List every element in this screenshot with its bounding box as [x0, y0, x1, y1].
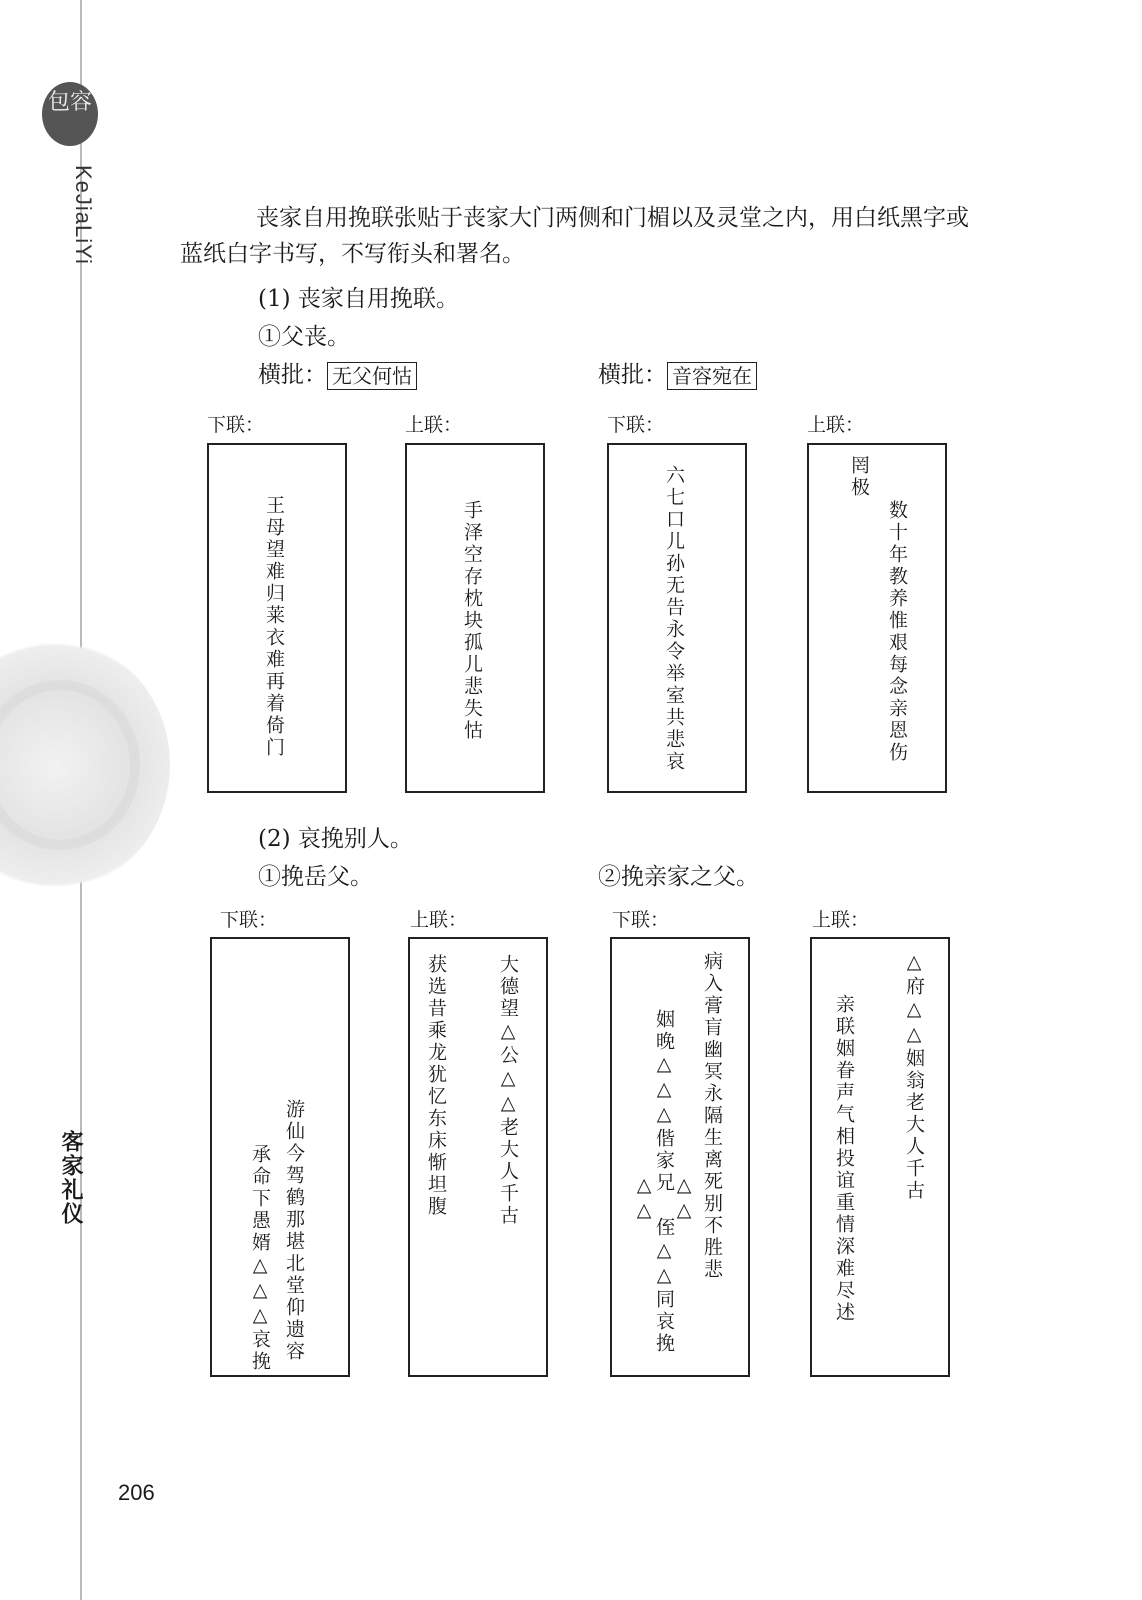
page-number: 206 [118, 1480, 155, 1505]
scroll-label: 上联： [405, 414, 463, 436]
seal-logo [42, 82, 98, 146]
horizontal-text-2: 音容宛在 [667, 362, 757, 390]
couplet-scroll [610, 937, 750, 1377]
couplet-column: 承命下愚婿△△△哀挽 [249, 1144, 271, 1373]
couplet-column: 王母望难归莱衣难再着倚门 [263, 495, 285, 759]
section2-subheading-2: ②挽亲家之父。 [598, 864, 759, 890]
couplet-column: 侄△△同哀挽 [653, 1217, 675, 1355]
couplet-column: 大德望△公△△老大人千古 [497, 954, 519, 1227]
intro-paragraph: 丧家自用挽联张贴于丧家大门两侧和门楣以及灵堂之内，用白纸黑字或蓝纸白字书写，不写衔头和署名。 [180, 205, 969, 267]
scroll-label: 上联： [812, 909, 870, 931]
couplet-column: 游仙今驾鹤那堪北堂仰遗容 [283, 1099, 305, 1363]
running-title-chinese: 客家礼仪 [58, 1130, 83, 1226]
couplet-scroll [207, 443, 347, 793]
section2-heading: (2) 哀挽别人。 [258, 826, 413, 852]
couplet-column: 六七口儿孙无告永令举室共悲哀 [663, 465, 685, 773]
couplet-scroll [807, 443, 947, 793]
couplet-column: 手泽空存枕块孤儿悲失怙 [461, 500, 483, 742]
couplet-scroll [405, 443, 545, 793]
seal-text: 包容 [47, 90, 92, 115]
couplet-column: 获选昔乘龙犹忆东床惭坦腹 [425, 954, 447, 1218]
couplet-scroll [810, 937, 950, 1377]
horizontal-inscription-2 [598, 356, 757, 390]
couplet-scroll [408, 937, 548, 1377]
horizontal-text-1: 无父何怙 [327, 362, 417, 390]
scroll-label: 下联： [220, 909, 278, 931]
horizontal-inscription-1 [258, 356, 417, 390]
couplet-column: △△ [673, 1174, 695, 1224]
couplet-column: 病入膏肓幽冥永隔生离死别不胜悲 [701, 951, 723, 1281]
couplet-column: △△ [633, 1174, 655, 1224]
horizontal-label: 横批： [598, 362, 667, 388]
horizontal-label: 横批： [258, 362, 327, 388]
couplet-column: 数十年教养惟艰每念亲恩伤 [886, 500, 908, 764]
scroll-label: 下联： [612, 909, 670, 931]
running-title-latin: KeJiaLiYi [71, 165, 96, 265]
scroll-label: 上联： [410, 909, 468, 931]
scroll-label: 下联： [607, 414, 665, 436]
couplet-column: 亲联姻眷声气相投谊重情深难尽述 [833, 994, 855, 1324]
scroll-label: 上联： [807, 414, 865, 436]
scroll-label: 下联： [207, 414, 265, 436]
couplet-column: 罔极 [848, 455, 870, 499]
section1-subheading: ①父丧。 [258, 324, 350, 350]
couplet-scroll [210, 937, 350, 1377]
section1-heading: (1) 丧家自用挽联。 [258, 286, 459, 312]
couplet-column: 姻晚△△△偕家兄 [653, 1009, 675, 1194]
section2-subheading-1: ①挽岳父。 [258, 864, 373, 890]
couplet-scroll [607, 443, 747, 793]
couplet-column: △府△△姻翁老大人千古 [903, 951, 925, 1202]
